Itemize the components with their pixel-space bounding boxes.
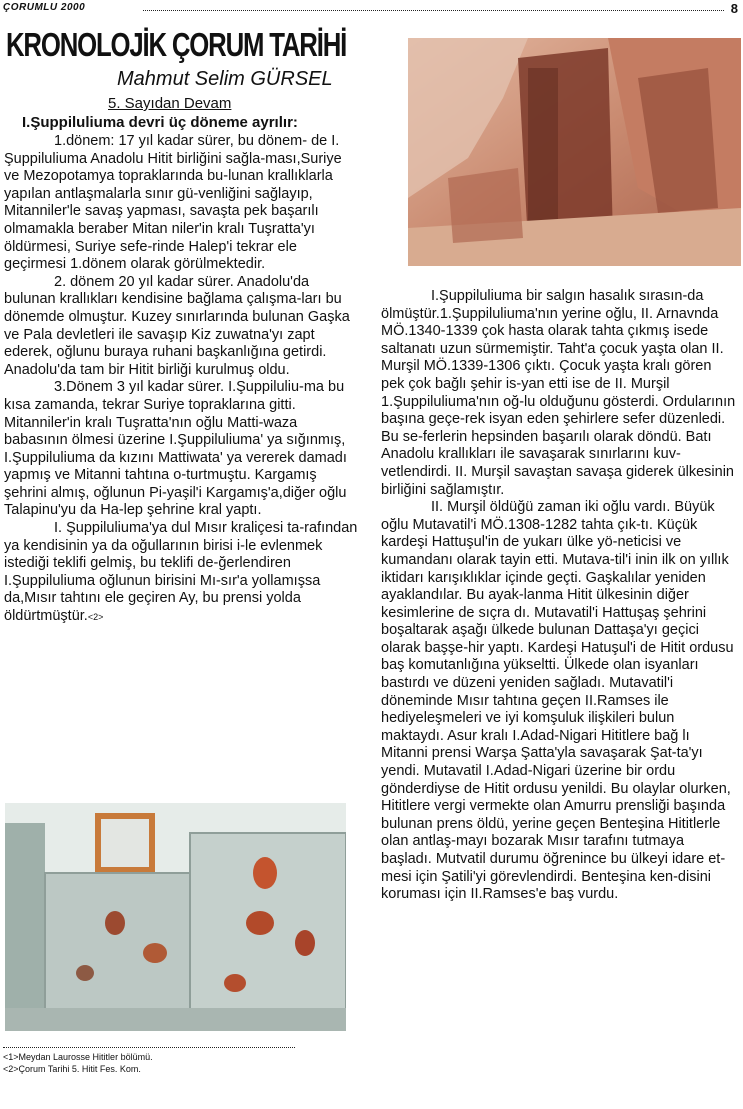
footnotes [3,1051,153,1075]
museum-display-photo [5,803,346,1031]
hittite-rock-photo [408,38,741,266]
paragraph: 1.dönem: 17 yıl kadar sürer, bu dönem- de I. Şuppiluliuma Anadolu Hitit birliğini sağla-ması,Suriye ve Mezopotamya topraklarında bu-lunan krallıklarla yapılan antlaşmalarla sınır gü-venliğini sağlayıp, Mitanniler'le savaş yapması, savaşta pek başarılı olmamakla beraber Mitan niler'in kralı Tuşratta'yı öldürmesi, Suriye sefe-rinde Halep'i tekrar ele geçirmesi 1.dönem olarak görülmektedir. [4,133,342,273]
footnote: <1>Meydan Laurosse Hititler bölümü. [3,1052,153,1062]
text-column-right [381,288,738,904]
section-heading: I.Şuppiluliuma devri üç döneme ayrılır: [22,114,298,131]
footnote-divider [3,1047,295,1048]
paragraph: II. Murşil öldüğü zaman iki oğlu vardı. Büyük oğlu Mutavatil'i MÖ.1308-1282 tahta çık-tı. Küçük kardeşi Hattuşul'in de yukarı ülke yö-neticisi ve kumandanı olarak tayin etti. Mutava-til'i inin ilk on yıllık iktidarı karışıklıklar içinde geçti. Gaşkalılar yeniden ayaklandılar. Bu ayak-lanma Hitit ülkesinin diğer kesimlerine de sıçra dı. Mutavatil'i Hattuşaş şehrini boşaltarak aşağı ülkede bulunan Dattaşa'yı geçici olarak başşe-hir yaptı. Kardeşi Hatuşul'i de Hitit ordusu baş komutanlığına yükseltti. Ülkede olan isyanları bastırdı ve düzeni yeniden sağladı. Mutavatil'i döneminde Mısır tahtına geçen II.Ramses ile hediyeleşmeleri ve iyi komşuluk ilişkileri bulun maktaydı. Asur kralı I.Adad-Nigari Hititlere bağ lı Mitanni prensi Warşa Şatta'yla savaşarak Şat-ta'yı yendi. Mutavatil I.Adad-Nigari üzerine bir ordu gönderdiyse de Hitit ordusu yenildi. Bu olaylar olurken, Hititlere vergi vermekte olan Amurru prensliği başında bulunan prens öldü, yerine geçen Benteşina Hititlerle olan antlaş-mayı bozarak Mısır tarafını tutmaya başladı. Mutvatil durumu öğrenince bu ülkeyi idare et-mesi için Şatili'yi görevlendirdi. Benteşina ken-disini koruması için II.Ramses'e baş vurdu. [381,499,734,903]
paragraph: 3.Dönem 3 yıl kadar sürer. I.Şuppiluliu-ma bu kısa zamanda, tekrar Suriye topraklarına gitti. Mitanniler'in kralı Tuşratta'nın oğlu Matti-waza babasının ölmesi üzerine I.Şuppiluliuma' ya sığınmış, I.Şuppiluliuma da kızını Mattiwata' ya vererek damadı yapmış ve Mitanni tahtına o-turtmuştu. Kargamış şehrini almış, oğlunun Pi-yaşil'i Kargamış'a,diğer oğlu Talapinu'yu da Ha-lep şehrine kral yaptı. [4,379,347,519]
page-number: 8 [730,1,738,16]
article-author: Mahmut Selim GÜRSEL [117,68,333,90]
rock-image [408,38,741,266]
footnote: <2>Çorum Tarihi 5. Hitit Fes. Kom. [3,1064,141,1074]
article-title: KRONOLOJİK ÇORUM TARİHİ [6,26,347,63]
reference-mark: <2> [87,612,104,623]
header-dotted-rule [143,10,724,11]
magazine-name: ÇORUMLU 2000 [3,2,86,13]
paragraph: I.Şuppiluliuma bir salgın hasalık sırasın-da ölmüştür.1.Şuppiluliuma'nın yerine oğlu, II. Arnavnda MÖ.1340-1339 çok hasta olarak tahta çıkmış isede saltanatı uzun sürmemiştir. Taht'a çocuk yaşta olan II. Murşil MÖ.1339-1306 çıktı. Çocuk yaşta kralı gören pek çok bağlı şehir is-yan etti ise de II. Murşil 1.Şuppiluliuma'nın oğ-lu olduğunu gösterdi. Ordularının başına geçe-rek isyan eden şehirlere sefer düzenledi. Bu se-ferlerin hepsinden başarılı olarak döndü. Batı Anadolu krallıkları ile savaşarak sınırlarını kuv-vetlendirdi. II. Murşil savaştan savaşa giderek ülkesinin birliğini sağlamıştır. [381,288,736,498]
paragraph [4,520,359,627]
continuation-note: 5. Sayıdan Devam [108,95,232,112]
museum-image [5,803,346,1031]
paragraph: 2. dönem 20 yıl kadar sürer. Anadolu'da bulunan krallıkları kendisine bağlama çalışma-ları bu dönemde olmuştur. Kuzey sınırlarında bulunan Gaşka ve Pala devletleri ile savaşıp Kiz zuwatna'yı zapt ederek, oğlunu buraya ruhani başkanlığına getirdi. Anadolu'da tam bir Hitit birliği kurulmuş oldu. [4,273,350,378]
paragraph-text: I. Şuppiluliuma'ya dul Mısır kraliçesi ta-rafından ya kendisinin ya da oğullarının birisi i-le evlenmek istediği teklifi gelmiş, bu teklifi de-ğerlendiren I.Şuppiluliuma oğlunun birisini Mı-sır'a yollamışsa da,Mısır tahtını ele geçiren Ay, bu prensi yolda öldürtmüştür. [4,520,358,625]
page-header [3,2,740,16]
text-column-left [4,133,359,627]
